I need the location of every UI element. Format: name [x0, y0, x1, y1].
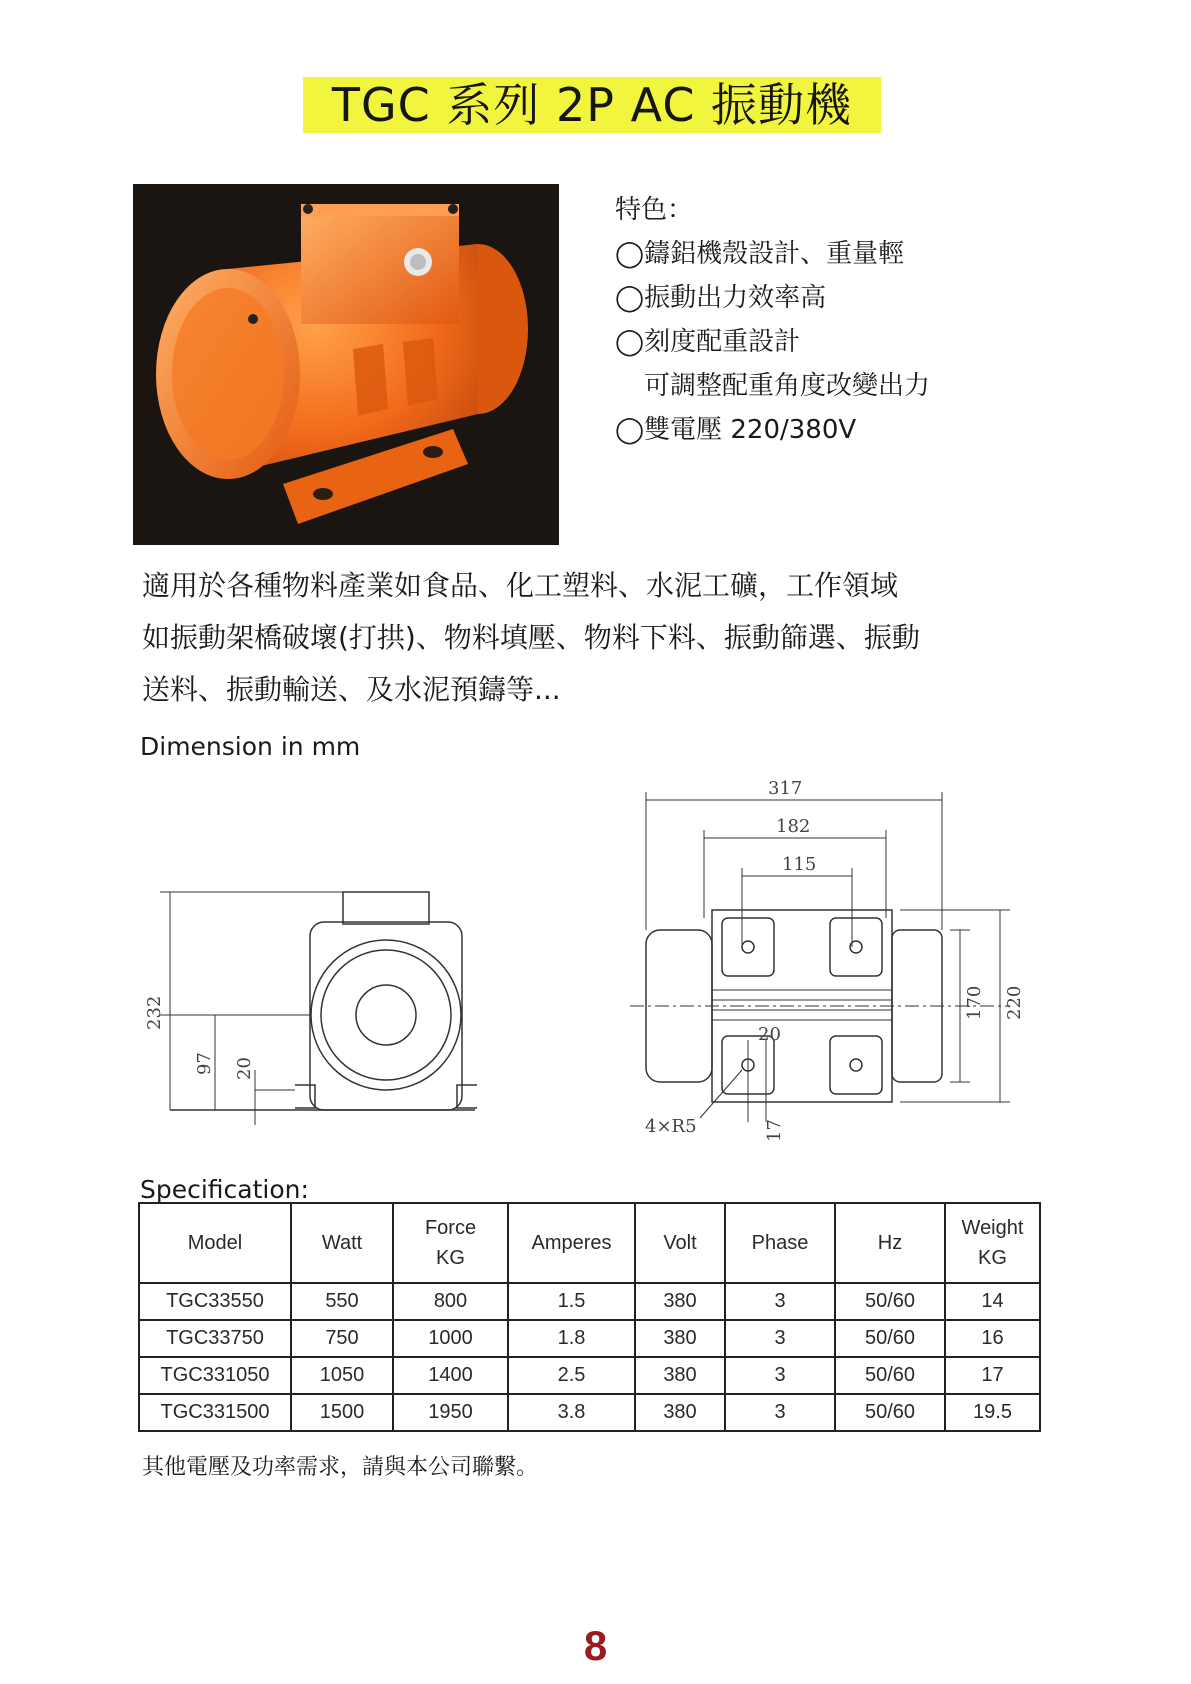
header-amperes: Amperes: [508, 1203, 635, 1283]
features-list: [615, 188, 930, 452]
dim-317: 317: [768, 778, 803, 799]
header-model: Model: [139, 1203, 291, 1283]
cell-model: TGC331500: [139, 1394, 291, 1431]
cell-volt: 380: [635, 1320, 725, 1357]
cell-volt: 380: [635, 1394, 725, 1431]
specification-table: [138, 1202, 1041, 1432]
cell-force: 1950: [393, 1394, 508, 1431]
table-header-row: [139, 1203, 1040, 1283]
dim-4xr5: 4×R5: [645, 1116, 697, 1137]
top-view-drawing: [630, 792, 1010, 1122]
cell-hz: 50/60: [835, 1394, 945, 1431]
cell-watt: 550: [291, 1283, 393, 1320]
cell-weight: 16: [945, 1320, 1040, 1357]
cell-hz: 50/60: [835, 1320, 945, 1357]
cell-weight: 19.5: [945, 1394, 1040, 1431]
features-heading: 特色：: [615, 195, 694, 225]
cell-phase: 3: [725, 1357, 835, 1394]
table-row: [139, 1357, 1040, 1394]
cell-hz: 50/60: [835, 1283, 945, 1320]
header-weight: Weight KG: [945, 1203, 1040, 1283]
description-line: 適用於各種物料產業如食品、化工塑料、水泥工礦，工作領域: [142, 569, 899, 602]
header-volt: Volt: [635, 1203, 725, 1283]
page-number: 8: [583, 1622, 608, 1669]
cell-phase: 3: [725, 1283, 835, 1320]
header-hz: Hz: [835, 1203, 945, 1283]
dim-20: 20: [234, 1057, 255, 1080]
cell-amperes: 1.8: [508, 1320, 635, 1357]
dim-97: 97: [194, 1052, 215, 1075]
dimension-label: Dimension in mm: [140, 732, 361, 761]
cell-amperes: 3.8: [508, 1394, 635, 1431]
cell-watt: 750: [291, 1320, 393, 1357]
dim-17: 17: [764, 1119, 785, 1142]
dim-170: 170: [964, 985, 985, 1020]
vibration-motor-image: [133, 184, 559, 545]
cell-hz: 50/60: [835, 1357, 945, 1394]
cell-volt: 380: [635, 1357, 725, 1394]
cell-weight: 17: [945, 1357, 1040, 1394]
dim-20-slot: 20: [758, 1024, 781, 1045]
dim-232: 232: [144, 995, 165, 1030]
cell-force: 1000: [393, 1320, 508, 1357]
cell-phase: 3: [725, 1320, 835, 1357]
cell-phase: 3: [725, 1394, 835, 1431]
cell-force: 1400: [393, 1357, 508, 1394]
header-watt: Watt: [291, 1203, 393, 1283]
table-row: [139, 1283, 1040, 1320]
cell-amperes: 2.5: [508, 1357, 635, 1394]
feature-item: ◯振動出力效率高: [615, 283, 827, 313]
feature-item: 可調整配重角度改變出力: [644, 371, 931, 401]
feature-item: ◯雙電壓 220/380V: [615, 415, 857, 445]
feature-item: ◯刻度配重設計: [615, 327, 801, 357]
dim-182: 182: [776, 816, 811, 837]
table-row: [139, 1394, 1040, 1431]
description-line: 如振動架橋破壞(打拱)、物料填壓、物料下料、振動篩選、振動: [142, 621, 920, 654]
dimension-drawing: [130, 770, 1050, 1149]
page-title: TGC 系列 2P AC 振動機: [303, 77, 881, 133]
specification-label: Specification:: [140, 1175, 309, 1204]
table-row: [139, 1320, 1040, 1357]
cell-model: TGC33750: [139, 1320, 291, 1357]
front-view-drawing: [160, 892, 477, 1125]
cell-model: TGC33550: [139, 1283, 291, 1320]
header-force: Force KG: [393, 1203, 508, 1283]
feature-item: ◯鑄鋁機殼設計、重量輕: [615, 239, 905, 269]
contact-note: 其他電壓及功率需求，請與本公司聯繫。: [142, 1455, 539, 1480]
dim-115: 115: [782, 854, 817, 875]
header-phase: Phase: [725, 1203, 835, 1283]
cell-force: 800: [393, 1283, 508, 1320]
application-description: [142, 560, 1042, 716]
description-line: 送料、振動輸送、及水泥預鑄等...: [142, 673, 561, 706]
cell-watt: 1500: [291, 1394, 393, 1431]
cell-volt: 380: [635, 1283, 725, 1320]
cell-model: TGC331050: [139, 1357, 291, 1394]
dim-220: 220: [1004, 985, 1025, 1020]
cell-weight: 14: [945, 1283, 1040, 1320]
cell-watt: 1050: [291, 1357, 393, 1394]
cell-amperes: 1.5: [508, 1283, 635, 1320]
product-photo: [133, 184, 559, 545]
